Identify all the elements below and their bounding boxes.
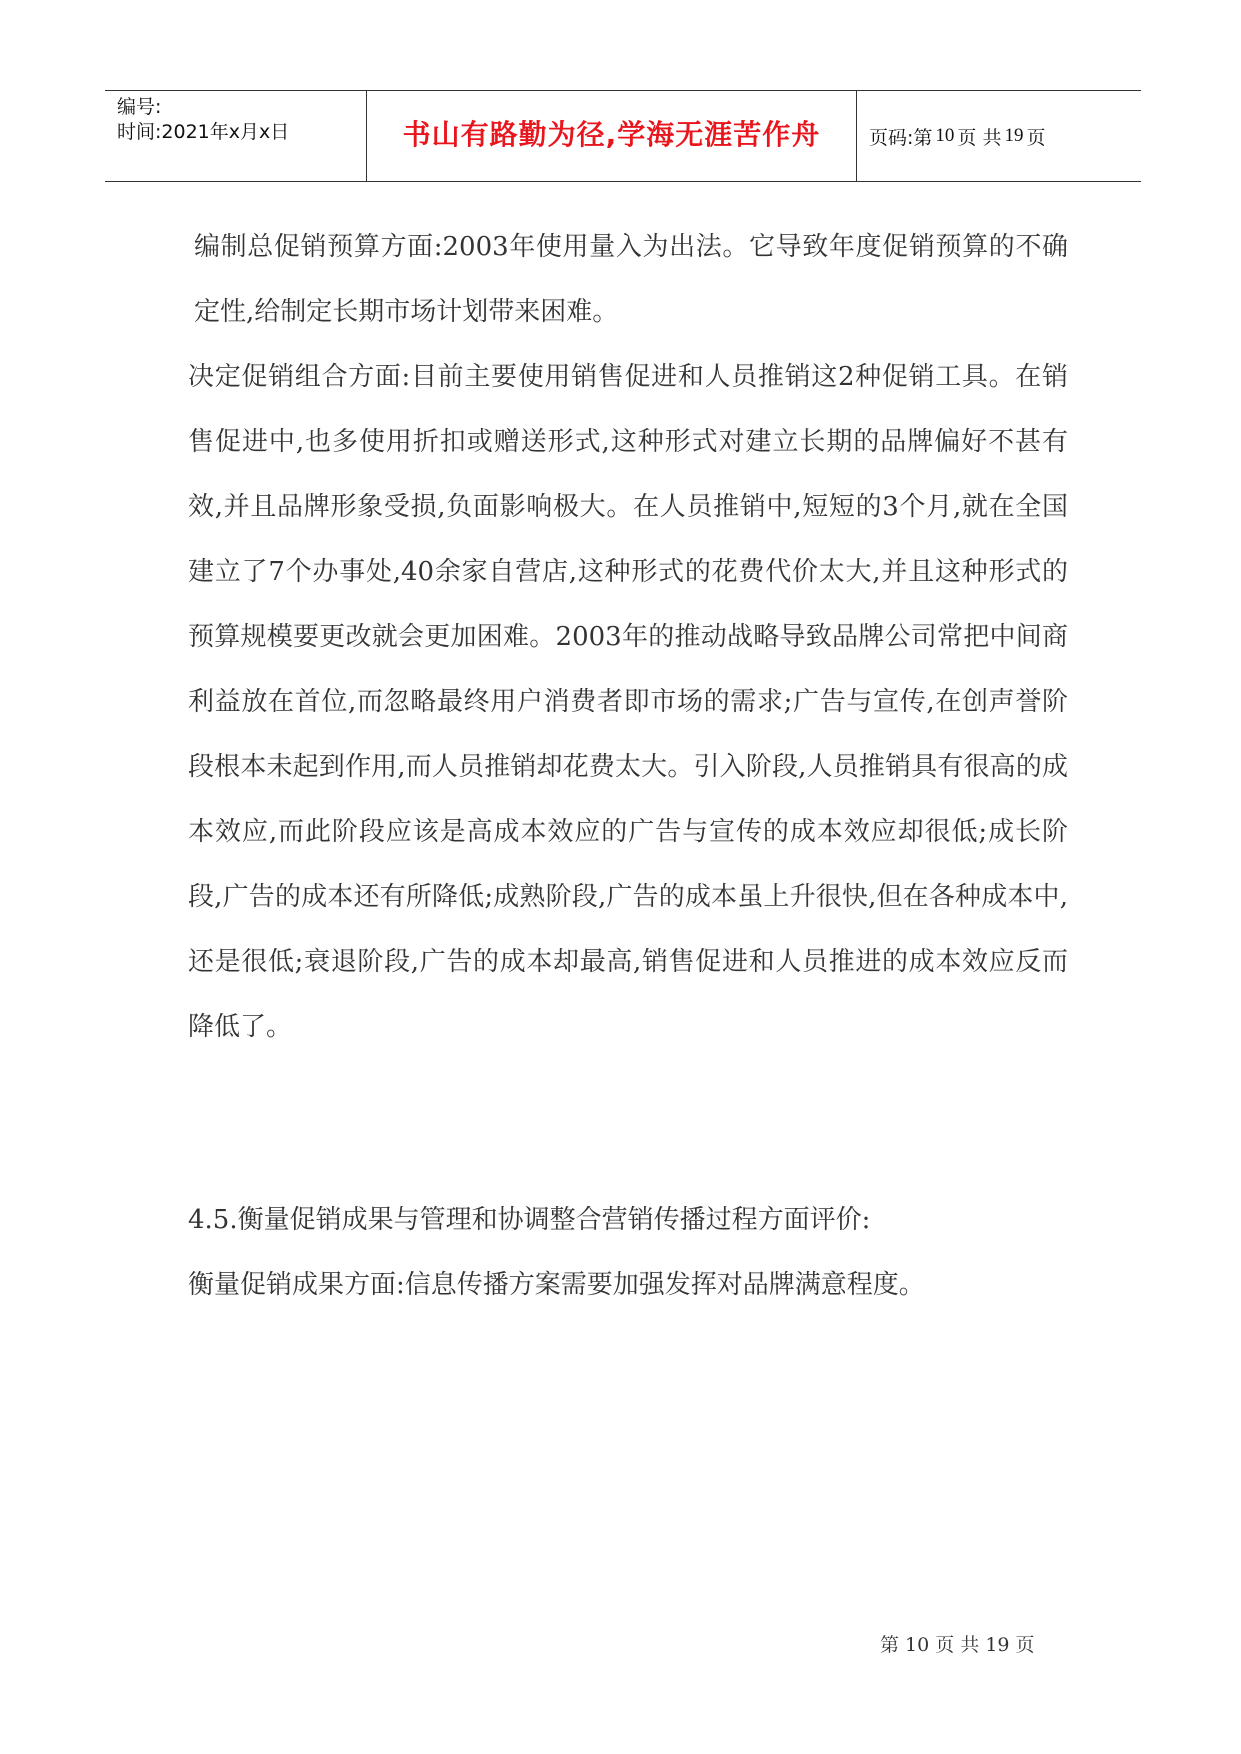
header-motto: 书山有路勤为径,学海无涯苦作舟 bbox=[367, 91, 857, 181]
header-meta bbox=[105, 91, 367, 181]
page-mid: 页 共 bbox=[957, 126, 1002, 149]
header-page-number bbox=[857, 91, 1141, 181]
paragraph-budget: 编制总促销预算方面:2003年使用量入为出法。它导致年度促销预算的不确定性,给制定长期市场计划带来困难。 bbox=[194, 232, 1068, 327]
document-number-label: 编号: bbox=[117, 96, 162, 118]
document-time-label: 时间:2021年x月x日 bbox=[117, 121, 290, 143]
page-total: 19 bbox=[1004, 125, 1024, 146]
page-prefix: 页码:第 bbox=[869, 126, 933, 149]
page-footer: 第 10 页 共 19 页 bbox=[880, 1634, 1035, 1656]
document-body bbox=[188, 215, 1068, 1318]
paragraph-promotion-mix: 决定促销组合方面:目前主要使用销售促进和人员推销这2种促销工具。在销售促进中,也多使用折扣或赠送形式,这种形式对建立长期的品牌偏好不甚有效,并且品牌形象受损,负面影响极大。在人员推销中,短短的3个月,就在全国建立了7个办事处,40余家自营店,这种形式的花费代价太大,并且这种形式的预算规模要更改就会更加困难。2003年的推动战略导致品牌公司常把中间商利益放在首位,而忽略最终用户消费者即市场的需求;广告与宣传,在创声誉阶段根本未起到作用,而人员推销却花费太大。引入阶段,人员推销具有很高的成本效应,而此阶段应该是高成本效应的广告与宣传的成本效应却很低;成长阶段,广告的成本还有所降低;成熟阶段,广告的成本虽上升很快,但在各种成本中,还是很低;衰退阶段,广告的成本却最高,销售促进和人员推进的成本效应反而降低了。 bbox=[188, 362, 1068, 1042]
page-header bbox=[105, 90, 1141, 182]
page-current: 10 bbox=[935, 125, 955, 146]
paragraph-measure-results: 衡量促销成果方面:信息传播方案需要加强发挥对品牌满意程度。 bbox=[188, 1270, 925, 1300]
section-heading-4-5: 4.5.衡量促销成果与管理和协调整合营销传播过程方面评价: bbox=[188, 1205, 871, 1235]
page-suffix: 页 bbox=[1026, 126, 1046, 149]
